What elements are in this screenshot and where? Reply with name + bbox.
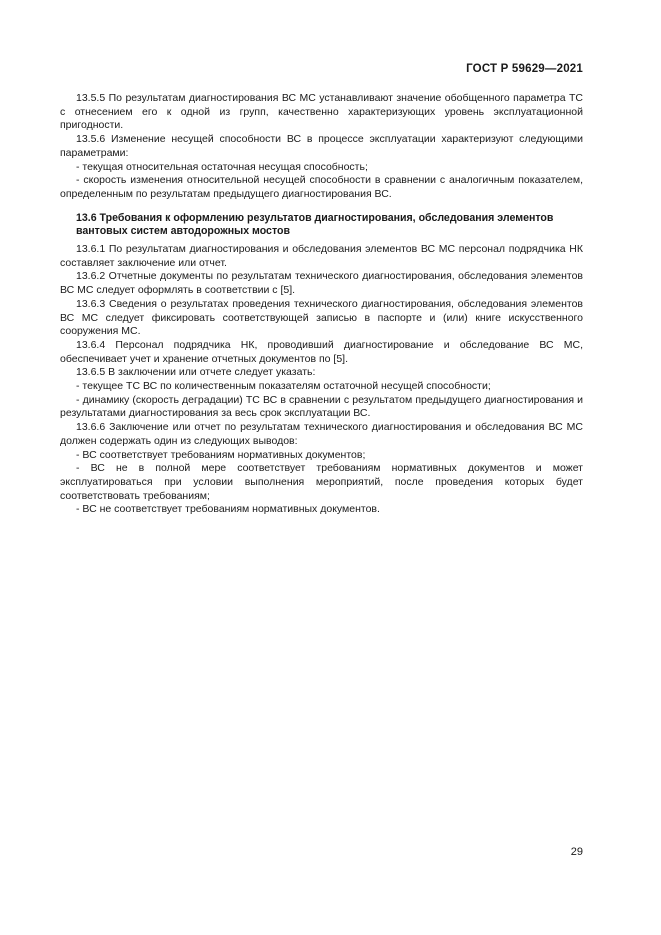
page-number: 29 [570,846,583,858]
paragraph-13-6-1: 13.6.1 По результатам диагностирования и обследования элементов ВС МС персонал подрядчика НК составляет заключение или отчет. [60,243,583,269]
paragraph-13-6-6: 13.6.6 Заключение или отчет по результатам технического диагностирования и обследования ВС МС должен содержать один из следующих выводов: [60,421,583,447]
list-item: - динамику (скорость деградации) ТС ВС в сравнении с результатом предыдущего диагностирования и результатами диагностирования за весь срок эксплуатации ВС. [60,393,583,420]
list-item: - скорость изменения относительной несущей способности в сравнении с аналогичным показателем, определенным по результатам предыдущего диагностирования ВС. [60,174,583,200]
paragraph-13-5-6: 13.5.6 Изменение несущей способности ВС в процессе эксплуатации характеризуют следующими параметрами: [60,133,583,159]
document-standard-number: ГОСТ Р 59629—2021 [466,63,583,75]
document-body [60,92,583,517]
paragraph-13-6-3: 13.6.3 Сведения о результатах проведения технического диагностирования, обследования элементов ВС МС следует фиксировать соответствующей записью в паспорте и (или) книге искусственного сооружения МС. [60,297,583,338]
paragraph-13-6-5: 13.6.5 В заключении или отчете следует указать: [76,366,316,379]
list-item: - текущая относительная остаточная несущая способность; [76,160,368,173]
paragraph-13-6-2: 13.6.2 Отчетные документы по результатам технического диагностирования, обследования элементов ВС МС следует оформлять в соответствии с [5]. [60,270,583,297]
list-item: - ВС соответствует требованиям нормативных документов; [76,448,366,461]
section-heading-13-6: 13.6 Требования к оформлению результатов диагностирования, обследования элементов вантовых систем автодорожных мостов [76,211,554,238]
paragraph-13-6-4: 13.6.4 Персонал подрядчика НК, проводивший диагностирование и обследование ВС МС, обеспечивает учет и хранение отчетных документов по [5]. [60,338,583,365]
list-item: - ВС не в полной мере соответствует требованиям нормативных документов и может эксплуатироваться при условии выполнения мероприятий, после проведения которых будет соответствовать требованиям; [60,462,583,502]
paragraph-13-5-5: 13.5.5 По результатам диагностирования ВС МС устанавливают значение обобщенного параметра ТС с отнесением его к одной из групп, качественно характеризующих уровень эксплуатационной пригодности. [60,92,583,132]
list-item: - текущее ТС ВС по количественным показателям остаточной несущей способности; [76,380,491,393]
list-item: - ВС не соответствует требованиям нормативных документов. [76,503,380,516]
